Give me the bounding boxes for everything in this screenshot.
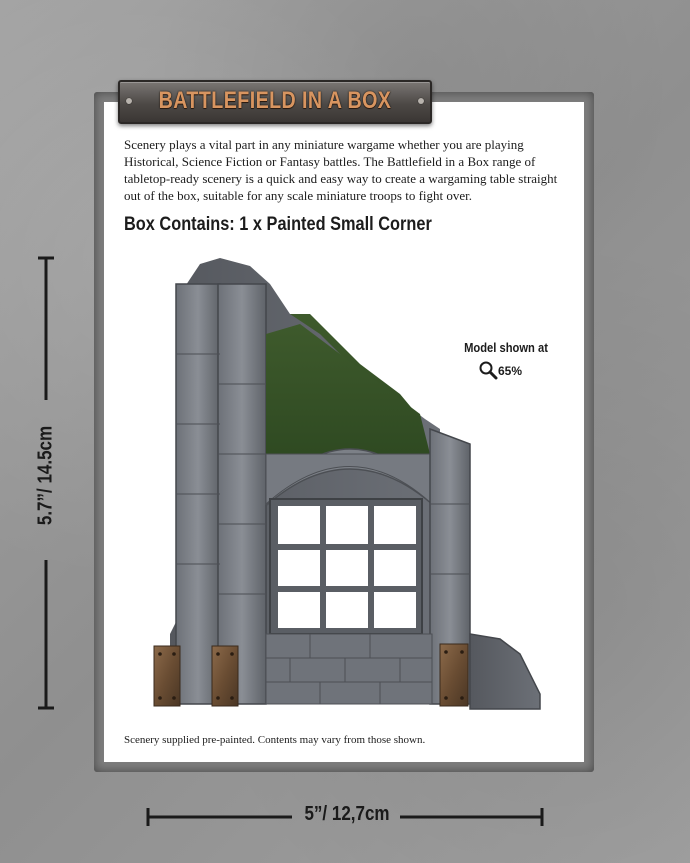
product-description: Scenery plays a vital part in any miniature wargame whether you are playing Historical, Science Fiction or Fantasy battles. The Battlefield in a Box range of tabletop-ready scenery is a quick and easy way to create a wargaming table straight out of the box, suitable for any scale miniature troops to fight over. xyxy=(124,137,558,203)
height-dimension-label: 5.7”/ 14.5cm xyxy=(34,425,57,526)
rivet-icon xyxy=(418,98,424,104)
rivet-icon xyxy=(126,98,132,104)
brand-logo xyxy=(118,80,432,124)
scale-note-label: Model shown at xyxy=(464,340,548,355)
brand-logo-text: BATTLEFIELD IN A BOX xyxy=(158,87,392,114)
disclaimer-footnote: Scenery supplied pre-painted. Contents may vary from those shown. xyxy=(124,734,426,746)
width-dimension-label: 5”/ 12,7cm xyxy=(304,803,390,825)
box-contents-heading: Box Contains: 1 x Painted Small Corner xyxy=(124,214,432,235)
ruined-wall-model-image xyxy=(140,254,550,714)
scale-note-value: 65% xyxy=(498,364,523,378)
